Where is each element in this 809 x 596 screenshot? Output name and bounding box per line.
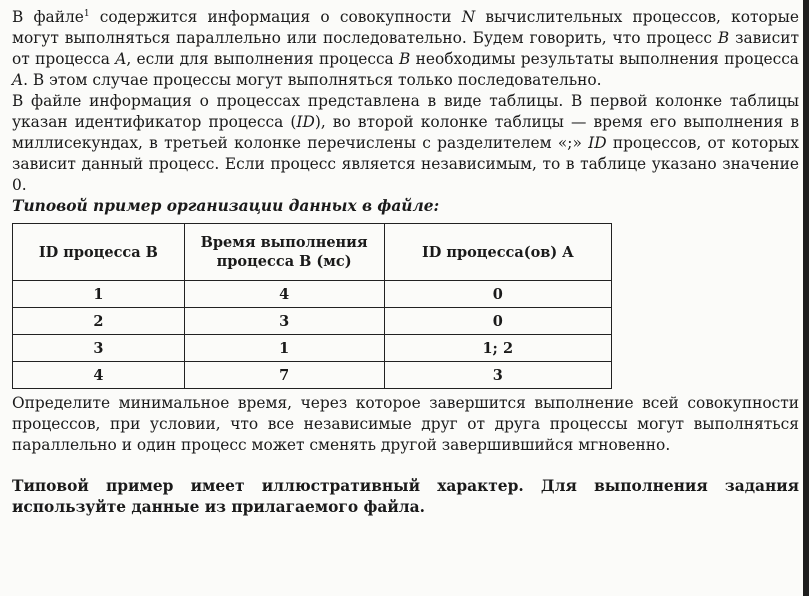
cell-deps: 0 — [384, 281, 611, 308]
question-paragraph: Определите минимальное время, через которое завершится выполнение всей совокупности процессов, при условии, что все независимые друг от друга процессы могут выполняться параллельно и один процесс может сменять другой завершившийся мгновенно. — [12, 394, 799, 455]
cell-deps: 1; 2 — [384, 335, 611, 362]
cell-deps: 0 — [384, 308, 611, 335]
process-table — [12, 223, 612, 389]
cell-time: 7 — [184, 362, 384, 389]
cell-id: 2 — [13, 308, 185, 335]
table-row — [13, 335, 612, 362]
header-id-b: ID процесса B — [13, 224, 185, 281]
cell-id: 4 — [13, 362, 185, 389]
header-id-a: ID процесса(ов) A — [384, 224, 611, 281]
cell-id: 3 — [13, 335, 185, 362]
cell-time: 3 — [184, 308, 384, 335]
table-row — [13, 362, 612, 389]
cell-deps: 3 — [384, 362, 611, 389]
window-edge — [803, 0, 809, 596]
example-heading: Типовой пример организации данных в файле: — [12, 197, 440, 216]
cell-time: 1 — [184, 335, 384, 362]
table-header-row — [13, 224, 612, 281]
cell-id: 1 — [13, 281, 185, 308]
intro-paragraph-2: В файле информация о процессах представлена в виде таблицы. В первой колонке таблицы указан идентификатор процесса (ID), во второй колонке таблицы — время его выполнения в миллисекундах, в третьей колонке перечислены с разделителем «;» ID процессов, от которых зависит данный процесс. Если процесс является независимым, то в таблице указано значение 0. — [12, 92, 799, 195]
intro-paragraph-1: В файле$^1$ содержится информация о совокупности N вычислительных процессов, которые могут выполняться параллельно или последовательно. Будем говорить, что процесс B зависит от процесса A, если для выполнения процесса B необходимы результаты выполнения процесса A. В этом случае процессы могут выполняться только последовательно. — [12, 8, 799, 90]
footnote-marker: 1 — [83, 9, 90, 19]
table-row — [13, 308, 612, 335]
table-row — [13, 281, 612, 308]
cell-time: 4 — [184, 281, 384, 308]
header-time: Время выполнения процесса B (мс) — [184, 224, 384, 281]
note-paragraph: Типовой пример имеет иллюстративный характер. Для выполнения задания используйте данные из прилагаемого файла. — [12, 477, 799, 517]
